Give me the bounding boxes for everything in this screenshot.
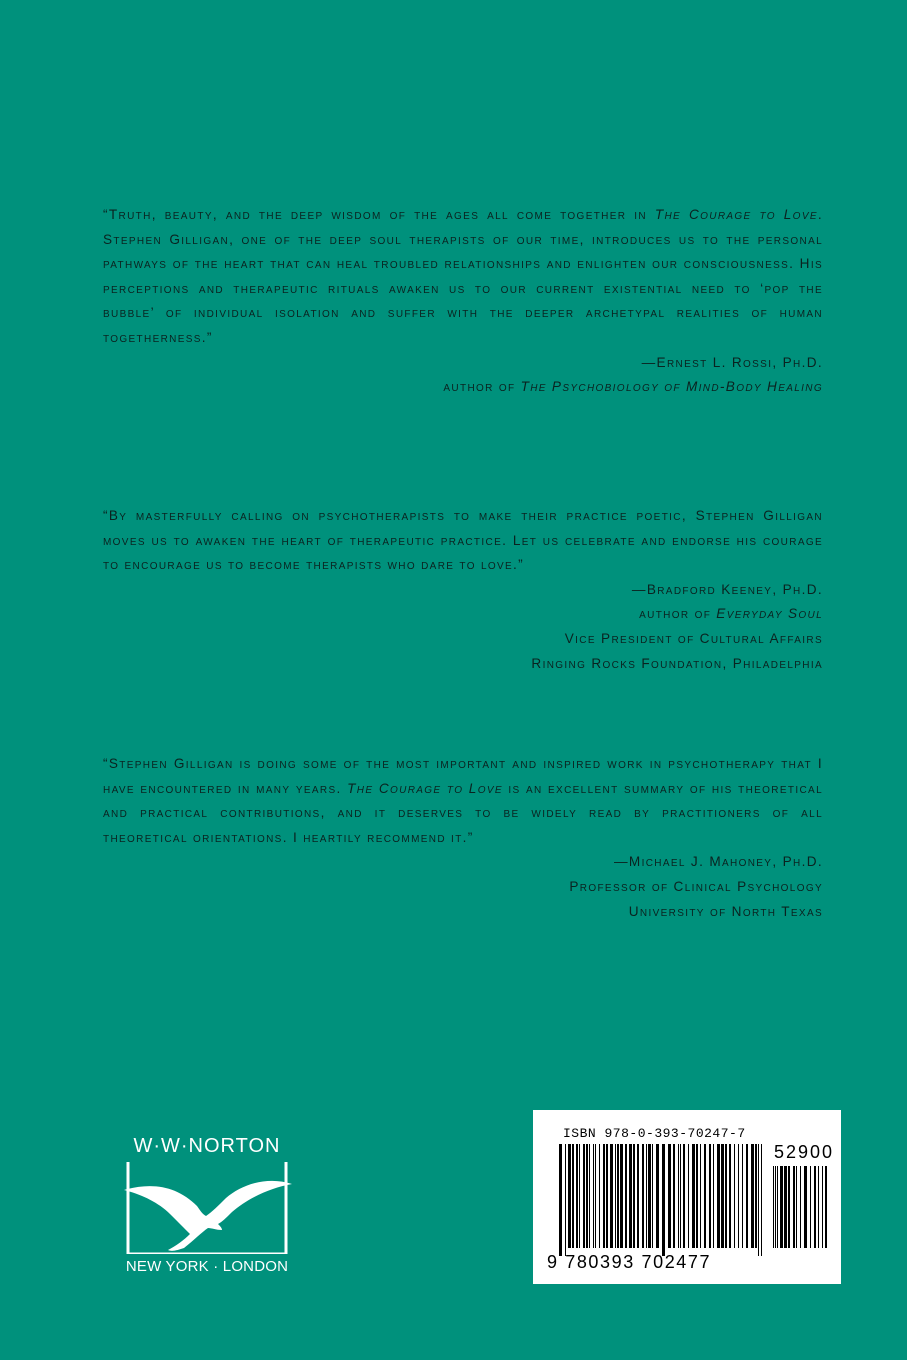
barcode-bar bbox=[633, 1144, 635, 1248]
publisher-logo bbox=[118, 1135, 296, 1275]
quote-author: —Ernest L. Rossi, Ph.D. bbox=[641, 354, 823, 370]
publisher-location: NEW YORK · LONDON bbox=[125, 1258, 289, 1275]
barcode-bar bbox=[814, 1166, 816, 1248]
barcode-bar bbox=[796, 1166, 797, 1248]
barcode-bar bbox=[713, 1144, 714, 1248]
barcode-bar bbox=[742, 1144, 743, 1248]
barcode-bar bbox=[615, 1144, 616, 1248]
barcode-bar bbox=[637, 1144, 639, 1248]
quote-credit: Ringing Rocks Foundation, Philadelphia bbox=[531, 655, 823, 671]
quote-text: “Stephen Gilligan is doing some of the most important and inspired work in psychotherapy that I have encountered in many years. The Courage to Love is an excellent summary of his theoretical and practical contributions, and it deserves to be widely read by practitioners of all theoretical orientations. I heartily recommend it.” bbox=[103, 756, 823, 845]
quote-keeney bbox=[103, 504, 823, 676]
barcode-bar bbox=[734, 1144, 735, 1248]
barcode-bar bbox=[746, 1144, 748, 1248]
quote-credit: author of The Psychobiology of Mind-Body Healing bbox=[443, 379, 823, 395]
quote-mahoney bbox=[103, 752, 823, 924]
barcode-bar bbox=[625, 1144, 627, 1248]
barcode-number: 9 780393 702477 bbox=[547, 1252, 712, 1272]
quote-text: “Truth, beauty, and the deep wisdom of the ages all come together in The Courage to Love. Stephen Gilligan, one of the deep soul therapists of our time, introduces us to the personal pathways of the heart that can heal troubled relationships and enlighten our consciousness. His perceptions and therapeutic rituals awaken us to our current existential need to ‘pop the bubble’ of individual isolation and suffer with the deeper archetypal realities of human togetherness.” bbox=[103, 207, 823, 345]
barcode-bar bbox=[696, 1144, 698, 1248]
barcode-bar bbox=[738, 1144, 739, 1248]
barcode-bar bbox=[559, 1144, 562, 1256]
barcode-bar bbox=[810, 1166, 811, 1248]
quote-rossi bbox=[103, 203, 823, 400]
barcode-bar bbox=[576, 1144, 578, 1248]
barcode-bar bbox=[777, 1166, 778, 1248]
quote-author: —Bradford Keeney, Ph.D. bbox=[631, 581, 823, 597]
isbn-barcode bbox=[533, 1110, 841, 1284]
barcode-bar bbox=[595, 1144, 596, 1248]
quote-credit: University of North Texas bbox=[628, 903, 823, 919]
barcode-bar bbox=[755, 1144, 757, 1248]
barcode-bar bbox=[610, 1144, 613, 1248]
barcode-bar bbox=[583, 1144, 585, 1248]
price-code: 52900 bbox=[774, 1142, 835, 1162]
quote-credit: Professor of Clinical Psychology bbox=[569, 878, 823, 894]
barcode-bar bbox=[825, 1166, 827, 1248]
barcode-bar bbox=[662, 1144, 665, 1256]
barcode-bar bbox=[704, 1144, 706, 1248]
barcode-bar bbox=[568, 1144, 571, 1248]
seagull-icon bbox=[122, 1162, 292, 1254]
barcode-bar bbox=[688, 1144, 689, 1248]
barcode-bar bbox=[599, 1144, 600, 1248]
barcode-bar bbox=[721, 1144, 724, 1248]
barcode-bar bbox=[692, 1144, 695, 1248]
barcode-bar bbox=[700, 1144, 701, 1248]
barcode-bars-main bbox=[559, 1144, 764, 1256]
barcode-bar bbox=[709, 1144, 711, 1248]
barcode-bar bbox=[642, 1144, 644, 1248]
quote-author: —Michael J. Mahoney, Ph.D. bbox=[613, 854, 823, 870]
barcode-bar bbox=[761, 1144, 762, 1256]
barcode-bar bbox=[773, 1166, 774, 1248]
barcode-bar bbox=[648, 1144, 651, 1248]
barcode-bar bbox=[758, 1144, 759, 1256]
barcode-bars-price bbox=[773, 1166, 831, 1256]
barcode-bar bbox=[818, 1166, 819, 1248]
barcode-bar bbox=[729, 1144, 731, 1248]
barcode-bar bbox=[680, 1144, 681, 1248]
barcode-bar bbox=[717, 1144, 720, 1248]
barcode-bar bbox=[617, 1144, 619, 1248]
quote-credit: Vice President of Cultural Affairs bbox=[564, 630, 823, 646]
barcode-bar bbox=[629, 1144, 632, 1248]
barcode-bar bbox=[646, 1144, 647, 1248]
barcode-bar bbox=[784, 1166, 787, 1248]
barcode-bar bbox=[780, 1166, 783, 1248]
publisher-name: W·W·NORTON bbox=[133, 1135, 281, 1157]
barcode-bar bbox=[822, 1166, 823, 1248]
barcode-bar bbox=[620, 1144, 623, 1248]
barcode-bar bbox=[668, 1144, 671, 1248]
barcode-bar bbox=[793, 1166, 795, 1248]
barcode-bar bbox=[565, 1144, 566, 1256]
barcode-bar bbox=[579, 1144, 580, 1248]
barcode-bar bbox=[593, 1144, 594, 1248]
isbn-text: ISBN 978-0-393-70247-7 bbox=[563, 1126, 746, 1141]
barcode-bar bbox=[586, 1144, 588, 1248]
barcode-bar bbox=[656, 1144, 659, 1248]
barcode-bar bbox=[683, 1144, 685, 1248]
barcode-bar bbox=[804, 1166, 807, 1248]
barcode-bar bbox=[603, 1144, 605, 1248]
barcode-bar bbox=[725, 1144, 727, 1248]
barcode-bar bbox=[673, 1144, 675, 1248]
barcode-bar bbox=[606, 1144, 608, 1248]
barcode-bar bbox=[751, 1144, 754, 1248]
barcode-bar bbox=[572, 1144, 574, 1248]
barcode-bar bbox=[589, 1144, 590, 1248]
barcode-bar bbox=[652, 1144, 653, 1248]
barcode-bar bbox=[775, 1166, 776, 1248]
barcode-bar bbox=[678, 1144, 679, 1248]
barcode-bar bbox=[788, 1166, 790, 1248]
quote-text: “By masterfully calling on psychotherapists to make their practice poetic, Stephen Gilligan moves us to awaken the heart of therapeutic practice. Let us celebrate and endorse his courage to encourage us to become therapists who dare to love.” bbox=[103, 508, 823, 573]
barcode-bar bbox=[800, 1166, 801, 1248]
quote-credit: author of Everyday Soul bbox=[639, 606, 823, 622]
